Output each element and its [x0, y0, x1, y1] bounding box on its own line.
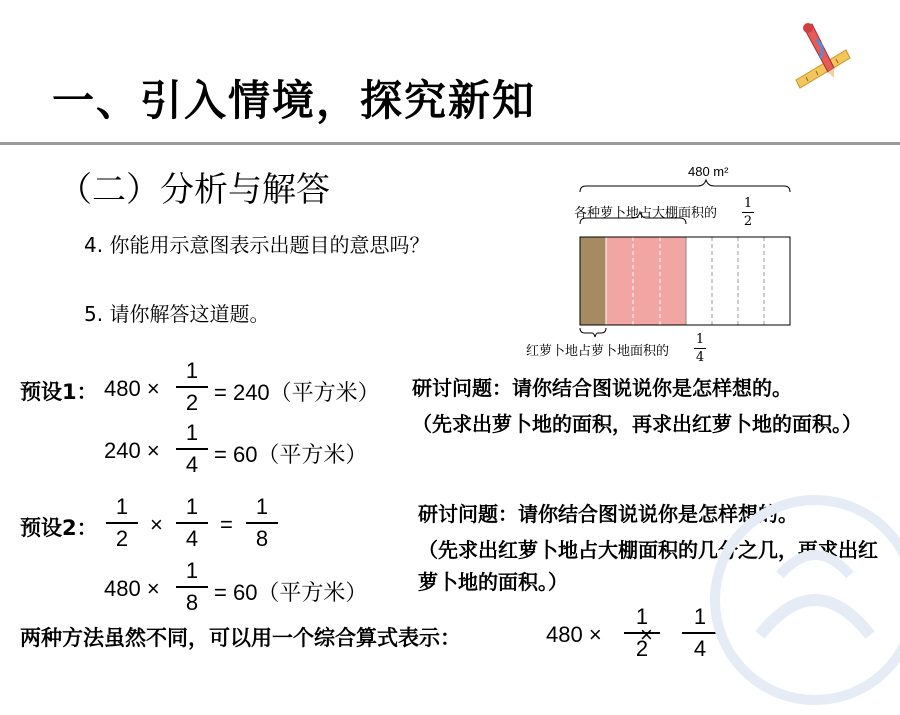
pencil-ruler-icon — [786, 20, 856, 90]
conclusion-times: × — [640, 622, 653, 647]
preset2-line2-lhs: 480 × — [104, 576, 160, 601]
preset1-line2-fraction: 1 4 — [176, 420, 208, 478]
preset2-equals: = — [220, 512, 233, 537]
bottom-label: 红萝卜地占萝卜地面积的 — [526, 344, 670, 359]
preset2-line2-fraction: 1 8 — [176, 558, 208, 616]
watermark-logo-icon — [700, 485, 900, 715]
red-radish-section — [580, 237, 606, 325]
question-4: 4. 你能用示意图表示出题目的意思吗？ — [84, 233, 430, 257]
preset1-label: 预设1： — [20, 380, 98, 404]
bottom-fraction: 1 4 — [695, 332, 705, 365]
preset1-line1-result: = 240（平方米） — [214, 380, 380, 405]
question-5: 5. 请你解答这道题。 — [84, 302, 270, 326]
preset2-note: （先求出红萝卜地占大棚面积的几分之几，再求出红萝卜地的面积。） — [418, 538, 878, 594]
preset2-times: × — [150, 512, 163, 537]
preset2-discussion: 研讨问题：请你结合图说说你是怎样想的。 — [418, 502, 798, 526]
top-label: 各种萝卜地占大棚面积的 — [574, 206, 718, 221]
conclusion-expression: 480 × — [546, 622, 602, 647]
preset2-line2-result: = 60（平方米） — [214, 580, 368, 605]
conclusion-fraction-2: 1 4 — [682, 604, 718, 662]
preset2-fraction-2: 1 4 — [176, 494, 208, 552]
preset1-line2-lhs: 240 × — [104, 438, 160, 463]
section-subtitle: （二）分析与解答 — [58, 170, 330, 210]
diagram-graphics — [520, 160, 850, 360]
preset2-fraction-1: 1 2 — [106, 494, 138, 552]
area-diagram — [520, 160, 850, 365]
title-divider — [0, 142, 900, 145]
preset1-line2-result: = 60（平方米） — [214, 442, 368, 467]
preset1-line1-lhs: 480 × — [104, 376, 160, 401]
preset2-label: 预设2： — [20, 516, 98, 540]
preset1-discussion: 研讨问题：请你结合图说说你是怎样想的。 — [412, 376, 792, 400]
radish-section — [606, 237, 686, 325]
conclusion-fraction-1: 1 2 — [624, 604, 660, 662]
top-fraction: 1 2 — [743, 196, 753, 229]
area-label: 480 m² — [688, 164, 729, 179]
preset1-note: （先求出萝卜地的面积，再求出红萝卜地的面积。） — [412, 412, 862, 436]
preset2-fraction-3: 1 8 — [246, 494, 278, 552]
conclusion-text: 两种方法虽然不同，可以用一个综合算式表示： — [20, 626, 461, 650]
preset1-line1-fraction: 1 2 — [176, 358, 208, 416]
page-title: 一、引入情境，探究新知 — [52, 76, 537, 125]
